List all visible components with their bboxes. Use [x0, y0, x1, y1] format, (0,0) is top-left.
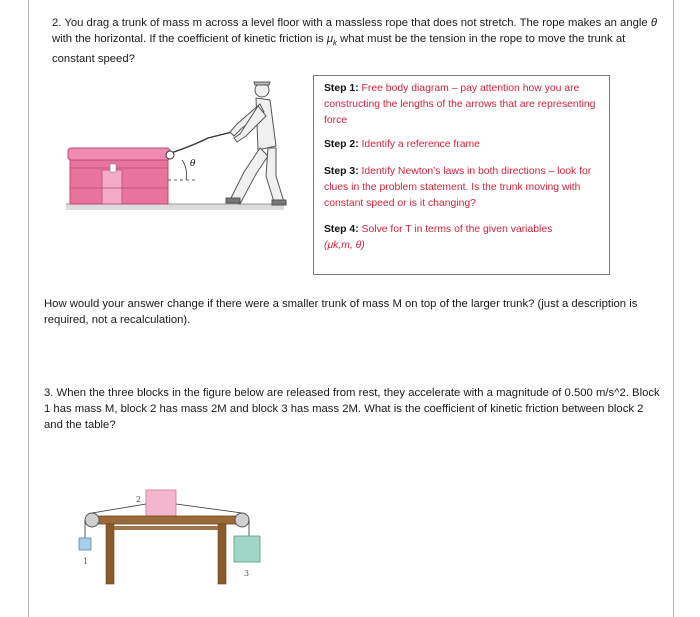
block-3: [234, 536, 260, 562]
rope: [168, 132, 232, 154]
block-3-label: 3: [244, 569, 250, 578]
pulley-left: [85, 513, 99, 527]
steps-box: [313, 75, 610, 275]
table-leg-right: [218, 524, 226, 584]
floor: [66, 204, 284, 210]
question-2-followup: How would your answer change if there were a smaller trunk of mass M on top of the larger trunk? (just a description is required, not a recalculation).: [44, 298, 638, 326]
man-figure: [226, 82, 286, 205]
question-2-text: 2. You drag a trunk of mass m across a level floor with a massless rope that does not stretch. The rope makes an angle θ with the horizontal. If the coefficient of kinetic friction is $\mu_k$ what must be the tension in the rope to move the trunk at constant speed?: [52, 17, 657, 66]
block-1-label: 1: [83, 557, 89, 566]
block-2: [146, 490, 176, 518]
string-right-horizontal: [176, 504, 242, 513]
table-leg-left: [106, 524, 114, 584]
block-2-label: 2: [136, 495, 142, 504]
trunk-pull-figure: [62, 76, 288, 214]
string-left-horizontal: [92, 504, 146, 513]
step-4: Step 4: Solve for T in terms of the given variables (μk,m, θ): [324, 224, 553, 251]
step-2: Step 2: Identify a reference frame: [324, 139, 480, 150]
block-1: [79, 538, 91, 550]
three-blocks-figure: [70, 486, 270, 586]
step-1: Step 1: Free body diagram – pay attention how you are constructing the lengths of the arrows that are representing force: [324, 83, 596, 126]
pulley-right: [235, 513, 249, 527]
question-3-text: 3. When the three blocks in the figure below are released from rest, they accelerate with a magnitude of 0.500 m/s^2. Block 1 has mass M, block 2 has mass 2M and block 3 has mass 2M. What is the coefficient of kinetic friction between block 2 and the table?: [44, 387, 660, 431]
step-3: Step 3: Identify Newton’s laws in both directions – look for clues in the problem statement. Is the trunk moving with constant speed or is it changing?: [324, 166, 592, 209]
trunk: [68, 148, 170, 204]
angle-label: θ: [190, 159, 196, 169]
table-top: [94, 516, 240, 524]
